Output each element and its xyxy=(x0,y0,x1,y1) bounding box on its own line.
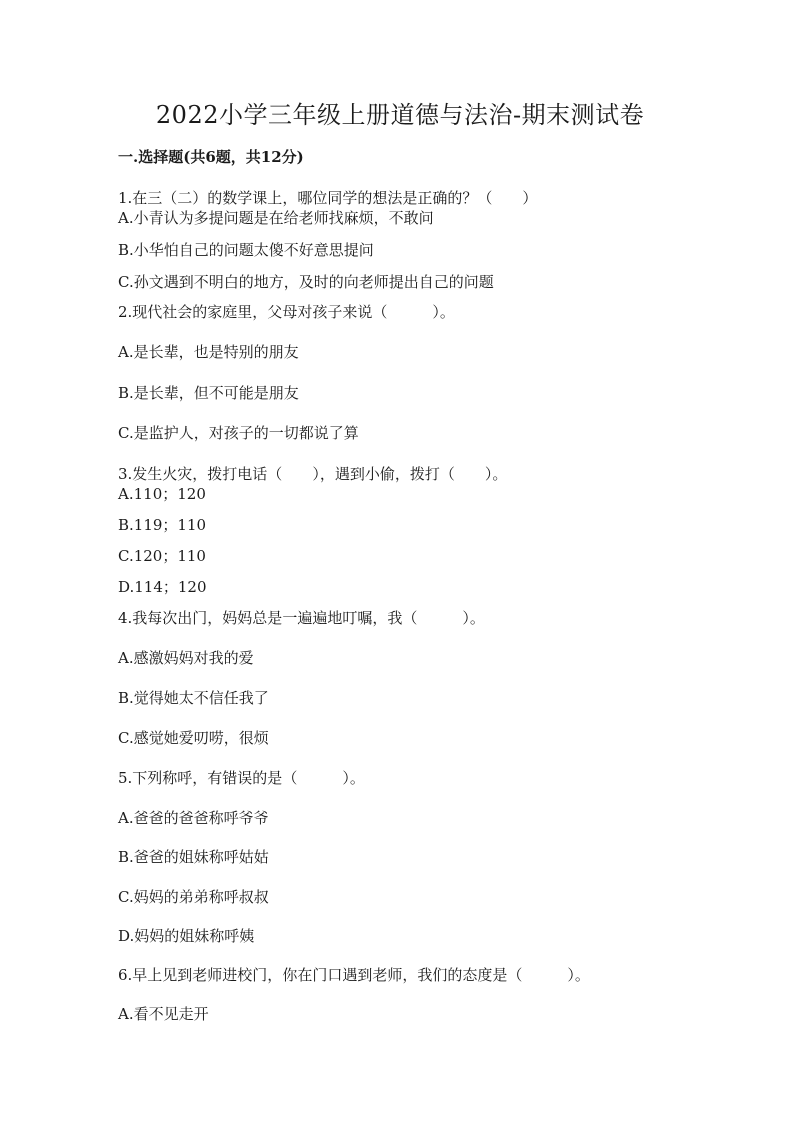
question-option: C.是监护人，对孩子的一切都说了算 xyxy=(118,424,359,442)
question-option: D.妈妈的姐妹称呼姨 xyxy=(118,927,255,945)
question-option: A.是长辈，也是特别的朋友 xyxy=(118,343,299,361)
question-option: A.爸爸的爸爸称呼爷爷 xyxy=(118,809,269,827)
question-option: A.110；120 xyxy=(118,485,206,503)
question-stem: 3.发生火灾，拨打电话（ ），遇到小偷，拨打（ ）。 xyxy=(118,465,508,483)
question-stem: 5.下列称呼，有错误的是（ ）。 xyxy=(118,769,365,787)
question-option: B.是长辈，但不可能是朋友 xyxy=(118,384,299,402)
question-option: A.感激妈妈对我的爱 xyxy=(118,649,254,667)
question-option: B.119；110 xyxy=(118,516,207,534)
question-stem: 1.在三（二）的数学课上，哪位同学的想法是正确的？（ ） xyxy=(118,189,538,207)
question-option: A.小青认为多提问题是在给老师找麻烦，不敢问 xyxy=(118,209,434,227)
question-option: C.孙文遇到不明白的地方，及时的向老师提出自己的问题 xyxy=(118,273,494,291)
question-option: A.看不见走开 xyxy=(118,1005,209,1023)
page-title: 2022小学三年级上册道德与法治-期末测试卷 xyxy=(155,101,645,129)
question-stem: 4.我每次出门，妈妈总是一遍遍地叮嘱，我（ ）。 xyxy=(118,609,485,627)
question-option: B.爸爸的姐妹称呼姑姑 xyxy=(118,848,269,866)
question-option: D.114；120 xyxy=(118,578,207,596)
question-option: C.感觉她爱叨唠，很烦 xyxy=(118,729,269,747)
question-option: B.觉得她太不信任我了 xyxy=(118,689,269,707)
question-option: B.小华怕自己的问题太傻不好意思提问 xyxy=(118,241,374,259)
question-option: C.120；110 xyxy=(118,547,206,565)
question-stem: 6.早上见到老师进校门，你在门口遇到老师，我们的态度是（ ）。 xyxy=(118,966,590,984)
question-option: C.妈妈的弟弟称呼叔叔 xyxy=(118,888,269,906)
section-heading: 一.选择题(共6题，共12分) xyxy=(118,148,304,166)
question-stem: 2.现代社会的家庭里，父母对孩子来说（ ）。 xyxy=(118,303,455,321)
